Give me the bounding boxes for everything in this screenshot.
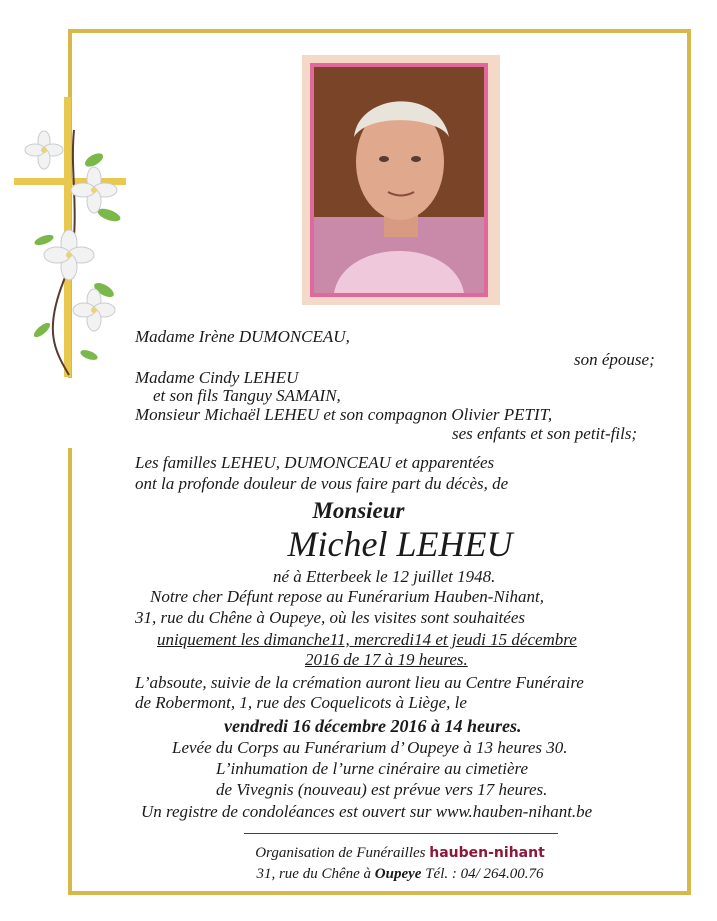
text-line: Notre cher Défunt repose au Funérarium Hauben-Nihant, [150,587,544,606]
text-line: Levée du Corps au Funérarium d’ Oupeye à 13 heures 30. [172,738,568,757]
footer-address-suffix: Tél. : 04/ 264.00.76 [425,866,544,882]
footer-organisation [0,843,717,863]
footer-address [0,864,717,884]
deceased-title: Monsieur [312,498,405,523]
text-line: Madame Cindy LEHEU [135,368,299,387]
text-line: Monsieur Michaël LEHEU et son compagnon Olivier PETIT, [135,405,553,424]
flower-branch-icon [14,120,134,380]
text-line: de Vivegnis (nouveau) est prévue vers 17 heures. [216,780,548,799]
text-line: né à Etterbeek le 12 juillet 1948. [273,567,496,586]
text-line: et son fils Tanguy SAMAIN, [153,386,341,405]
text-line: Un registre de condoléances est ouvert sur www.hauben-nihant.be [141,802,593,821]
text-line: de Robermont, 1, rue des Coquelicots à Liège, le [135,693,467,712]
portrait-image [314,67,484,293]
text-line: 2016 de 17 à 19 heures. [305,650,468,669]
text-line: son épouse; [574,350,655,369]
text-line: Madame Irène DUMONCEAU, [135,327,350,346]
footer-address-city: Oupeye [374,866,422,882]
text-line: L’inhumation de l’urne cinéraire au cimetière [216,759,529,778]
deceased-name: Michel LEHEU [287,524,513,564]
text-line: 31, rue du Chêne à Oupeye, où les visites sont souhaitées [135,608,525,627]
frame-gap [60,378,76,448]
text-line: ses enfants et son petit-fils; [452,424,638,443]
portrait-photo [310,63,488,297]
portrait-mat [302,55,500,305]
footer-address-prefix: 31, rue du Chêne à [256,866,372,882]
text-line: vendredi 16 décembre 2016 à 14 heures. [224,716,522,736]
text-line: uniquement les dimanche11, mercredi14 et jeudi 15 décembre [157,630,577,649]
text-line: Les familles LEHEU, DUMONCEAU et apparentées [135,453,495,472]
text-line: L’absoute, suivie de la crémation auront lieu au Centre Funéraire [135,673,584,692]
footer-org-prefix: Organisation de Funérailles [255,845,426,861]
brand-logo: hauben-nihant [429,845,545,861]
footer-divider [244,833,558,834]
text-line: ont la profonde douleur de vous faire part du décès, de [135,474,509,493]
